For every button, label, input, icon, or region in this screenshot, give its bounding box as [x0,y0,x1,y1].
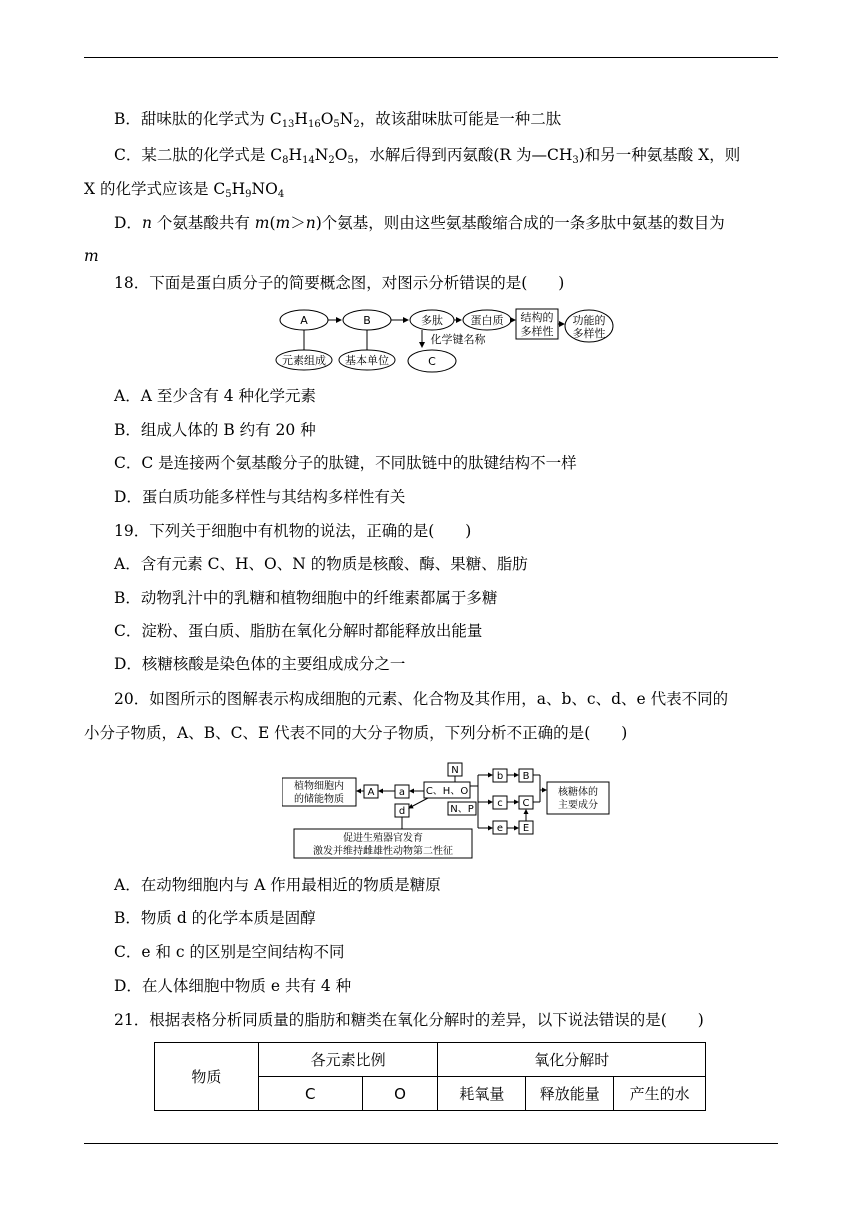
diagram20-label: c [497,798,503,809]
diagram18-label: 功能的 [572,314,606,327]
q17-option-d-cont: m [84,247,99,265]
q20-option-c: C．e 和 c 的区别是空间结构不同 [114,943,345,961]
diagram18-label: A [300,314,308,327]
diagram18-label: 元素组成 [282,354,326,367]
table-header-c: C [258,1077,362,1111]
diagram18-label: 蛋白质 [470,314,504,327]
table-header-energy: 释放能量 [526,1077,614,1111]
table-header-o: O [362,1077,438,1111]
diagram18-label: 多样性 [572,327,606,340]
q18-option-a: A．A 至少含有 4 种化学元素 [114,387,317,405]
diagram20-label: N、P [450,804,474,815]
diagram20-label: d [398,806,406,817]
diagram20-label: N [451,765,459,776]
table-header-water: 产生的水 [614,1077,706,1111]
diagram20-label: 的储能物质 [294,794,344,805]
table-header-oxidation: 氧化分解时 [438,1043,706,1077]
q20-stem: 20．如图所示的图解表示构成细胞的元素、化合物及其作用，a、b、c、d、e 代表不同的 [114,690,729,708]
bottom-rule [84,1143,778,1144]
table-header-oxygen: 耗氧量 [438,1077,526,1111]
q18-option-d: D．蛋白质功能多样性与其结构多样性有关 [114,488,406,506]
diagram20-label: b [496,771,504,782]
diagram20-label: e [496,823,504,834]
diagram20-label: a [398,787,406,798]
diagram20-label: C、H、O [425,786,469,797]
diagram20-label: B [522,771,530,782]
q21-stem: 21．根据表格分析同质量的脂肪和糖类在氧化分解时的差异，以下说法错误的是( ) [114,1011,704,1029]
diagram20-label: C [522,798,530,809]
diagram18-label: 多样性 [520,325,554,338]
diagram18-label: 基本单位 [345,354,389,367]
q18-option-c: C．C 是连接两个氨基酸分子的肽键，不同肽链中的肽键结构不一样 [114,454,577,472]
diagram18-label: 多肽 [421,314,443,327]
q19-option-a: A．含有元素 C、H、O、N 的物质是核酸、酶、果糖、脂肪 [114,555,528,573]
top-rule [84,57,778,58]
cell-compounds-diagram [282,758,622,860]
q18-stem: 18．下面是蛋白质分子的简要概念图，对图示分析错误的是( ) [114,274,565,292]
q19-option-b: B．动物乳汁中的乳糖和植物细胞中的纤维素都属于多糖 [114,589,498,607]
diagram20-label: 主要成分 [558,800,598,811]
q20-option-d: D．在人体细胞中物质 e 共有 4 种 [114,977,352,995]
table-header-ratio: 各元素比例 [258,1043,438,1077]
diagram20-label: 激发并维持雌雄性动物第二性征 [313,846,453,857]
q17-option-c: C．某二肽的化学式是 $C_8H_{14}N_2O_5$，水解后得到丙氨酸(R 为$—CH_3$)和另一种氨基酸 X，则 [114,146,741,166]
q17-option-c-cont: X 的化学式应该是 $C_5H_9NO_4$ [84,180,285,200]
q17-option-d: D．n 个氨基酸共有 m(m＞n)个氨基，则由这些氨基酸缩合成的一条多肽中氨基的数目为 [114,214,725,232]
q19-option-c: C．淀粉、蛋白质、脂肪在氧化分解时都能释放出能量 [114,622,483,640]
q19-option-d: D．核糖核酸是染色体的主要组成成分之一 [114,655,406,673]
diagram20-label: E [522,823,530,834]
table-header-substance: 物质 [155,1043,259,1111]
q20-option-a: A．在动物细胞内与 A 作用最相近的物质是糖原 [114,876,441,894]
fat-sugar-table [154,1042,706,1111]
diagram18-label: C [428,355,436,368]
diagram20-label: 核糖体的 [558,787,598,798]
q20-option-b: B．物质 d 的化学本质是固醇 [114,909,316,927]
diagram18-label: B [363,314,371,327]
diagram20-label: A [367,787,375,798]
q18-option-b: B．组成人体的 B 约有 20 种 [114,421,316,439]
diagram20-label: 促进生殖器官发育 [343,833,423,844]
q19-stem: 19．下列关于细胞中有机物的说法，正确的是( ) [114,522,472,540]
diagram20-label: 植物细胞内 [294,781,344,792]
protein-concept-diagram [270,304,620,376]
diagram18-label: 结构的 [520,311,554,324]
q17-option-b: B．甜味肽的化学式为 $C_{13}H_{16}O_5N_2$，故该甜味肽可能是一种二肽 [114,110,562,130]
diagram18-label: 化学键名称 [430,333,486,346]
q20-stem-cont: 小分子物质，A、B、C、E 代表不同的大分子物质，下列分析不正确的是( ) [84,724,628,742]
